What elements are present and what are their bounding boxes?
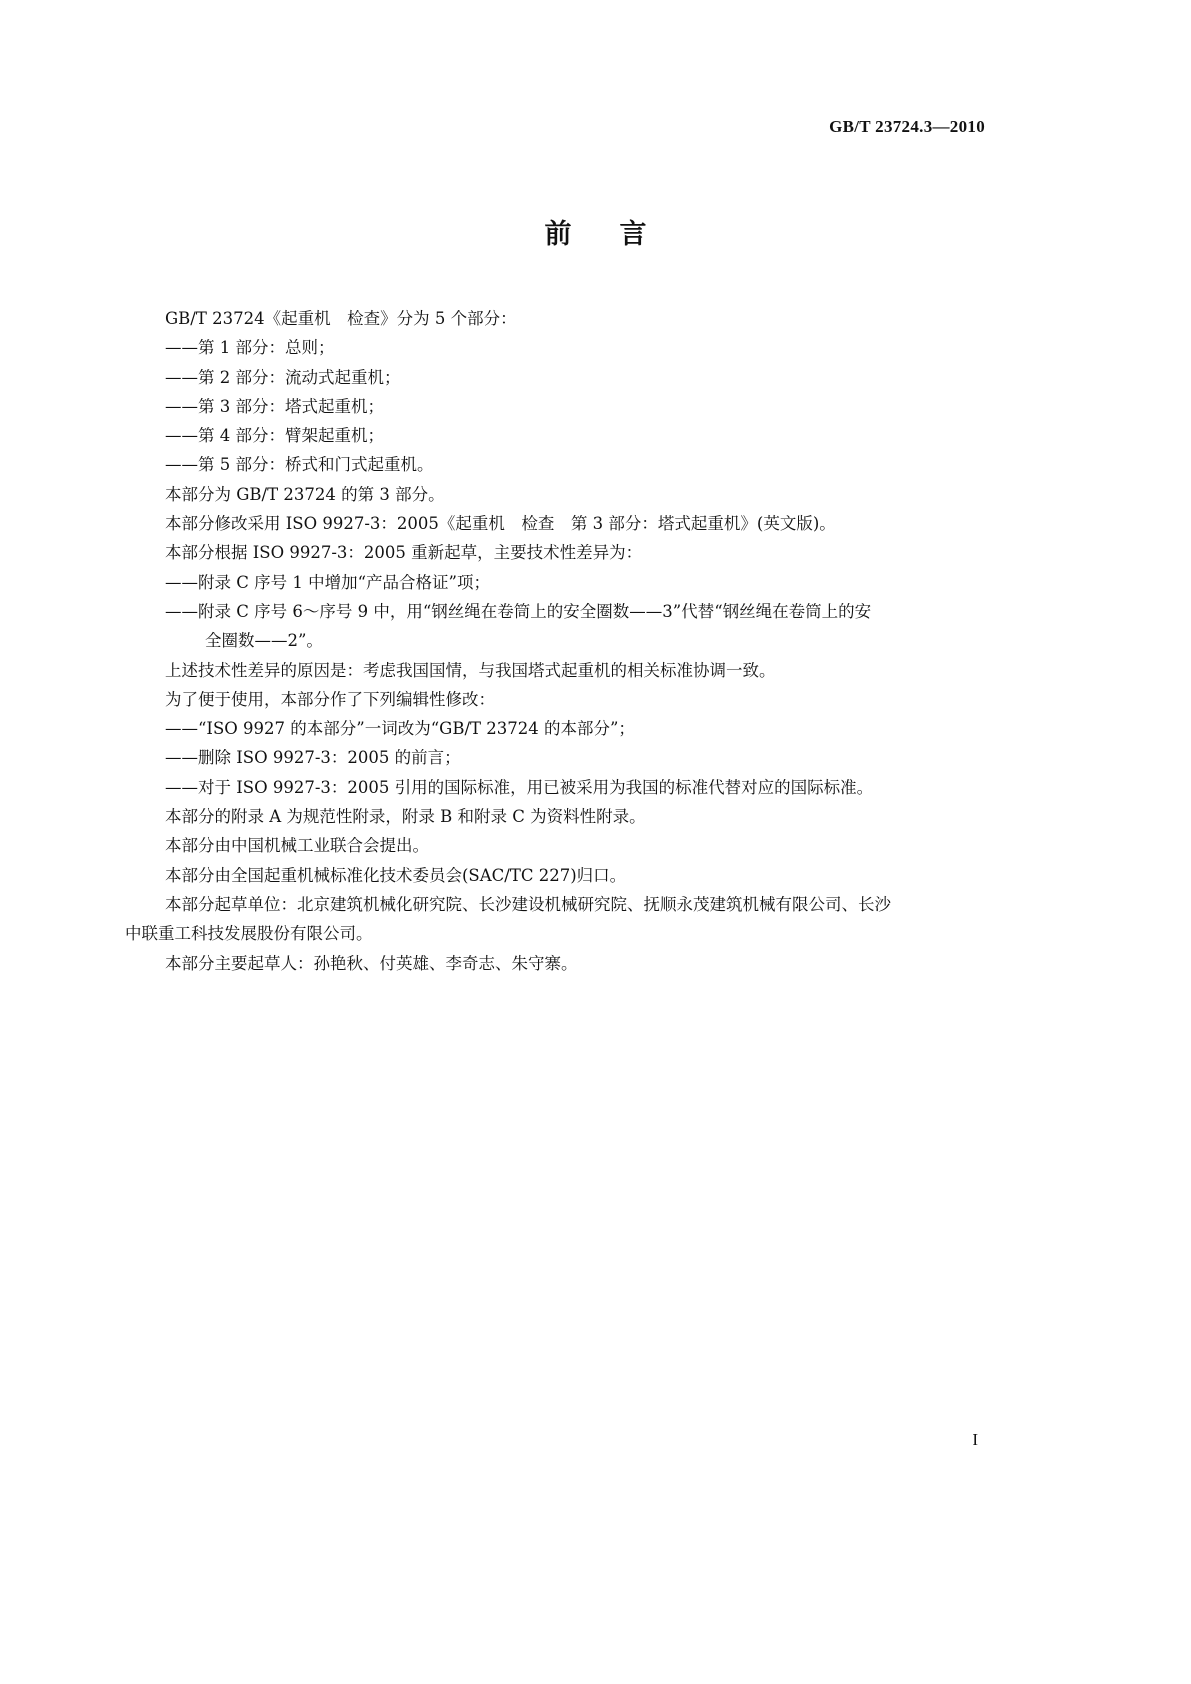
text-line: 本部分起草单位：北京建筑机械化研究院、长沙建设机械研究院、抚顺永茂建筑机械有限公司、长沙	[165, 894, 891, 914]
list-item: ——附录 C 序号 1 中增加“产品合格证”项；	[165, 572, 490, 592]
list-item: ——第 5 部分：桥式和门式起重机。	[165, 455, 434, 475]
foreword-body	[125, 304, 995, 978]
list-item: ——附录 C 序号 6～序号 9 中，用“钢丝绳在卷筒上的安全圈数——3”代替“钢丝绳在卷筒上的安	[165, 601, 872, 621]
standard-number: GB/T 23724.3—2010	[829, 117, 985, 136]
list-item-continuation: 全圈数——2”。	[205, 631, 323, 651]
page-number: I	[972, 1430, 978, 1449]
list-item: ——删除 ISO 9927-3：2005 的前言；	[165, 748, 461, 768]
list-item: ——第 1 部分：总则；	[165, 338, 335, 358]
text-line: 上述技术性差异的原因是：考虑我国国情，与我国塔式起重机的相关标准协调一致。	[165, 660, 776, 680]
list-item: ——第 2 部分：流动式起重机；	[165, 367, 401, 387]
text-line: 本部分由全国起重机械标准化技术委员会(SAC/TC 227)归口。	[165, 865, 627, 885]
list-item: ——“ISO 9927 的本部分”一词改为“GB/T 23724 的本部分”；	[165, 719, 635, 739]
text-line: 本部分修改采用 ISO 9927-3：2005《起重机 检查 第 3 部分：塔式起重机》(英文版)。	[165, 514, 836, 534]
list-item: ——对于 ISO 9927-3：2005 引用的国际标准，用已被采用为我国的标准代替对应的国际标准。	[165, 777, 874, 797]
text-line: 为了便于使用，本部分作了下列编辑性修改：	[165, 689, 495, 709]
list-item: ——第 4 部分：臂架起重机；	[165, 426, 384, 446]
text-line: 本部分的附录 A 为规范性附录，附录 B 和附录 C 为资料性附录。	[165, 807, 646, 827]
text-line: 本部分为 GB/T 23724 的第 3 部分。	[165, 484, 445, 504]
text-line-continuation: 中联重工科技发展股份有限公司。	[125, 924, 373, 944]
text-line: 本部分根据 ISO 9927-3：2005 重新起草，主要技术性差异为：	[165, 543, 643, 563]
text-line: 本部分由中国机械工业联合会提出。	[165, 836, 429, 856]
text-line: 本部分主要起草人：孙艳秋、付英雄、李奇志、朱守寨。	[165, 953, 578, 973]
page-title: 前言	[544, 219, 695, 250]
text-line: GB/T 23724《起重机 检查》分为 5 个部分：	[165, 309, 517, 328]
list-item: ——第 3 部分：塔式起重机；	[165, 396, 384, 416]
